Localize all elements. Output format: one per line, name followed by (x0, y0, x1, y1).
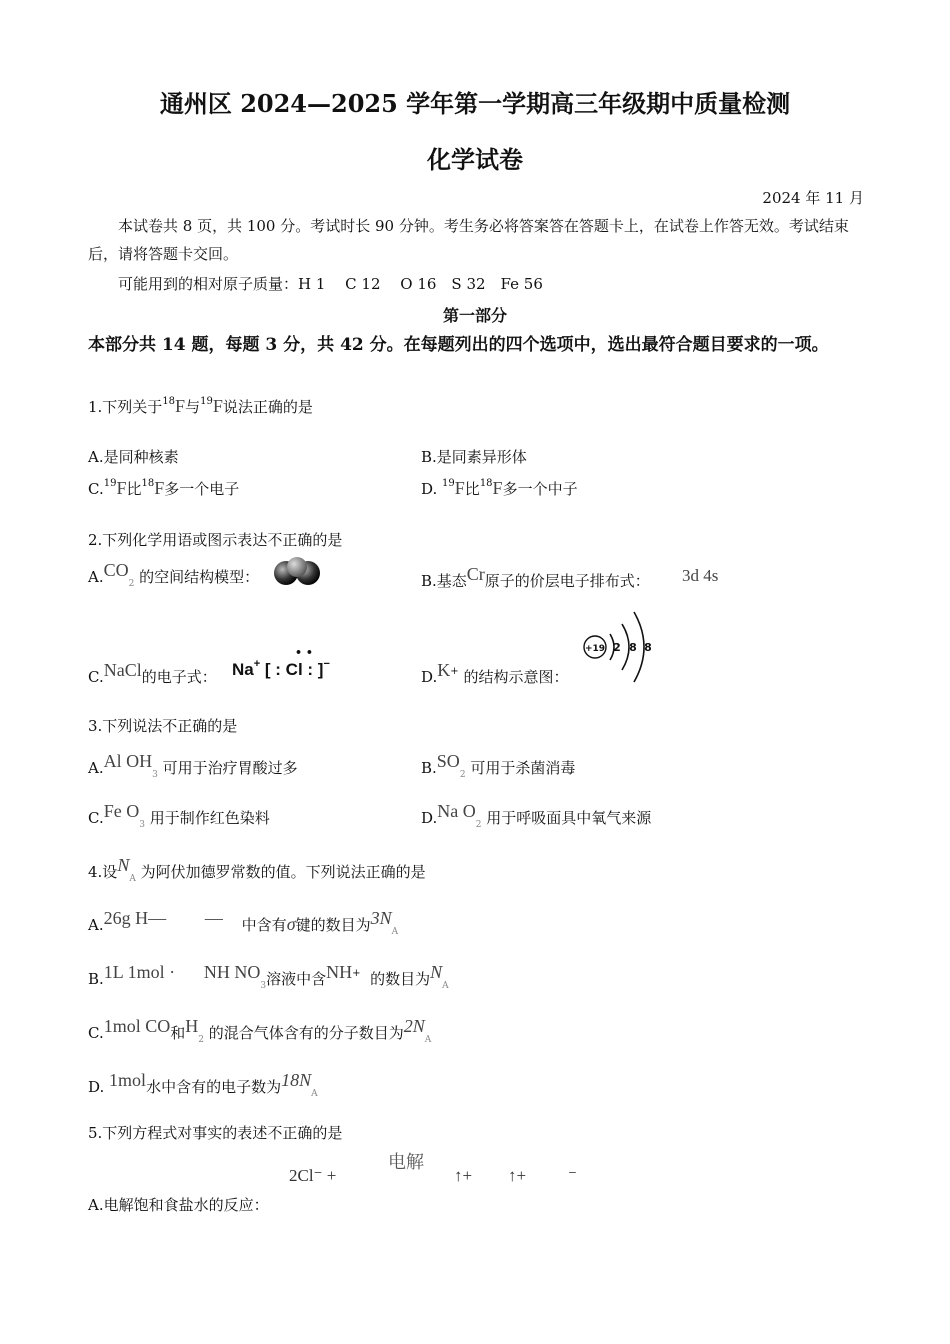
section-title: 第一部分 (442, 306, 507, 325)
exam-subtitle: 化学试卷 (427, 145, 523, 174)
question-1-option-c: C.$^{19}$F比$^{18}$F多一个电子 (88, 478, 240, 498)
question-2-option-c: C.NaCl的电子式： (88, 660, 217, 686)
shell-count-2: 8 (629, 641, 637, 654)
potassium-ion-structure-diagram (578, 606, 658, 688)
question-4-stem: 4.设$N_A$ 为阿伏加德罗常数的值。下列说法正确的是 (88, 855, 426, 884)
equation-product-1: ↑+ (454, 1166, 473, 1185)
co2-molecule-model (272, 552, 322, 592)
equation-left-side: 2Cl⁻ + (289, 1166, 337, 1185)
equation-product-3: ⁻ (568, 1166, 577, 1185)
question-3-option-a: A.Al $OH_3$ 可用于治疗胃酸过多 (88, 751, 298, 780)
electrolysis-condition: 电解 (388, 1152, 424, 1172)
question-1-option-d: D. $^{19}$F比$^{18}$F多一个中子 (421, 478, 578, 498)
cl-lone-pair-dots: • • (295, 646, 313, 659)
equation-product-2: ↑+ (508, 1166, 527, 1185)
question-5-stem: 5.下列方程式对事实的表述不正确的是 (88, 1124, 343, 1142)
atomic-masses: 可能用到的相对原子质量：H 1 C 12 O 16 S 32 Fe 56 (118, 275, 543, 293)
question-3-stem: 3.下列说法不正确的是 (88, 717, 238, 735)
shell-count-1: 2 (613, 641, 621, 654)
question-4-option-a: A.26g H— — 中含有σ键的数目为$3N_A$ (88, 908, 399, 937)
shell-arc-2 (622, 624, 629, 670)
question-4-option-c: C.1mol CO和$H_2$ 的混合气体含有的分子数目为$2N_A$ (88, 1016, 432, 1045)
question-1-option-b: B.是同素异形体 (421, 448, 527, 466)
question-1-option-a: A.是同种核素 (88, 448, 179, 466)
section-instruction: 本部分共 14 题，每题 3 分，共 42 分。在每题列出的四个选项中，选出最符合题目要求的一项。 (88, 335, 829, 355)
question-2-option-a: $A.CO_2$ 的空间结构模型： (88, 560, 260, 589)
nacl-electron-formula: Na+ [ : Cl : ]− (232, 658, 330, 679)
exam-date: 2024 年 11 月 (762, 189, 864, 207)
carbon-atom (287, 557, 307, 577)
question-3-option-d: D.Na $O_2$ 用于呼吸面具中氧气来源 (421, 801, 652, 830)
question-1-stem: 1.下列关于$^{18}$F与$^{19}$F说法正确的是 (88, 396, 313, 416)
question-3-option-c: C.Fe $O_3$ 用于制作红色染料 (88, 801, 270, 830)
question-4-option-d: D. 1mol水中含有的电子数为$18N_A$ (88, 1070, 318, 1099)
cr-electron-config: 3d 4s (682, 566, 719, 585)
question-2-option-d: D.K+ 的结构示意图： (421, 660, 569, 686)
shell-count-3: 8 (644, 641, 652, 654)
question-5-option-a: A.电解饱和食盐水的反应： (88, 1196, 269, 1214)
question-2-option-b: B.基态Cr原子的价层电子排布式： (421, 564, 650, 590)
exam-title: 通州区 2024—2025 学年第一学期高三年级期中质量检测 (159, 89, 791, 118)
question-2-stem: 2.下列化学用语或图示表达不正确的是 (88, 531, 343, 549)
question-4-option-b: B.1L 1mol · NH $NO_3$溶液中含NH+ 的数目为$N_A$ (88, 962, 449, 991)
nucleus-charge: +19 (584, 644, 606, 654)
question-3-option-b: $B.SO_2$ 可用于杀菌消毒 (421, 751, 576, 780)
exam-notice: 本试卷共 8 页，共 100 分。考试时长 90 分钟。考生务必将答案答在答题卡上，在试卷上作答无效。考试结束后，请将答题卡交回。 (88, 217, 849, 263)
